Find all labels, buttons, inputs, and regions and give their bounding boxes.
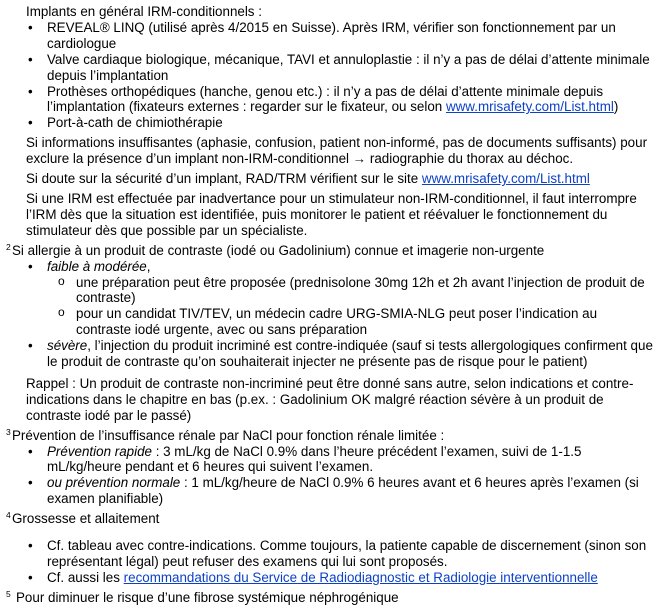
- list-item: • REVEAL® LINQ (utilisé après 4/2015 en Suisse). Après IRM, vérifier son fonctionnement par un cardiologue: [6, 20, 655, 52]
- mild-suffix: ,: [146, 258, 151, 274]
- pregnancy-heading: Grossesse et allaitement: [12, 511, 160, 527]
- implants-heading: Implants en général IRM-conditionnels :: [26, 4, 262, 19]
- sub-list-item: o pour un candidat TIV/TEV, un médecin cadre URG-SMIA-NLG peut poser l’indication au contraste iodé urgente, avec ou sans préparation: [6, 306, 655, 338]
- list-item: [6, 259, 655, 339]
- doubt-text: Si doute sur la sécurité d’un implant, RAD/TRM vérifient sur le site: [26, 171, 422, 187]
- allergy-section: [6, 243, 655, 259]
- pregnancy-section: [6, 511, 655, 527]
- list-item: [6, 338, 655, 370]
- doubt-paragraph: [6, 171, 655, 187]
- renal-section: [6, 428, 655, 444]
- list-item: • Port-à-cath de chimiothérapie: [6, 115, 655, 131]
- prothese-text: Prothèses orthopédiques (hanche, genou etc.) : il n’y a pas de délai d’attente minimale depuis l’implantation (fixateurs externes : regarder sur le fixateur, ou selon: [47, 83, 604, 115]
- normal-text: : 1 mL/kg/heure de NaCl 0.9% 6 heures avant et 6 heures après l’examen (si examen planifiable): [47, 475, 639, 507]
- list-item: [6, 475, 655, 507]
- reminder-paragraph: Rappel : Un produit de contraste non-incriminé peut être donné sans autre, selon indications et contre-indications dans le chapitre en bas (p.ex. : Gadolinium OK malgré réaction sévère à un produit de contraste iodé par le passé): [26, 375, 634, 423]
- list-item: • Valve cardiaque biologique, mécanique, TAVI et annuloplastie : il n’y a pas de délai d’attente minimale depuis l’implantation: [6, 52, 655, 84]
- insufficient-info-paragraph: Si informations insuffisantes (aphasie, confusion, patient non-informé, pas de documents suffisants) pour exclure la présence d’un implant non-IRM-conditionnel → radiographie du thorax au déchoc.: [26, 135, 648, 167]
- footnote-mark: 4: [6, 510, 11, 521]
- list-item: [6, 570, 655, 586]
- allergy-heading: Si allergie à un produit de contraste (iodé ou Gadolinium) connue et imagerie non-urgente: [12, 242, 545, 258]
- severe-text: , l’injection du produit incriminé est contre-indiquée (sauf si tests allergologiques confirment que le produit de contraste qu’on souhaiterait injecter ne présente pas de risque pour le patient): [47, 338, 653, 370]
- fibrosis-heading: Pour diminuer le risque d’une fibrose systémique néphrogénique: [16, 589, 399, 605]
- fibrosis-section: [6, 590, 655, 606]
- footnote-mark: 2: [6, 241, 11, 252]
- sub-list-item: o une préparation peut être proposée (prednisolone 30mg 12h et 2h avant l’injection de produit de contraste): [6, 275, 655, 307]
- list-item: [6, 444, 655, 476]
- normal-label: ou prévention normale: [47, 475, 181, 491]
- recommendations-prefix: Cf. aussi les: [47, 569, 124, 585]
- list-item: [6, 84, 655, 116]
- severe-label: sévère: [47, 338, 88, 354]
- allergy-list: [6, 259, 655, 370]
- implants-list: [6, 20, 655, 131]
- mild-label: faible à modérée: [47, 258, 147, 274]
- mrisafety-link[interactable]: www.mrisafety.com/List.html: [445, 99, 614, 115]
- renal-list: [6, 444, 655, 508]
- rapid-text: : 3 mL/kg de NaCl 0.9% dans l’heure précédent l’examen, suivi de 1-1.5 mL/kg/heure pendant et 6 heures qui suivent l’examen.: [47, 443, 582, 475]
- recommendations-link[interactable]: recommandations du Service de Radiodiagnostic et Radiologie interventionnelle: [123, 569, 598, 585]
- mild-sublist: [47, 275, 655, 339]
- mrisafety-site-link[interactable]: www.mrisafety.com/List.html: [421, 171, 590, 187]
- footnote-mark: 3: [6, 426, 11, 437]
- footnote-mark: 5: [6, 588, 11, 599]
- prothese-after: ): [613, 99, 619, 115]
- rapid-label: Prévention rapide: [47, 443, 152, 459]
- pregnancy-list: [6, 538, 655, 586]
- renal-heading: Prévention de l’insuffisance rénale par NaCl pour fonction rénale limitée :: [12, 427, 445, 443]
- inadvertent-paragraph: Si une IRM est effectuée par inadvertance pour un stimulateur non-IRM-conditionnel, il faut interrompre l’IRM dès que la situation est identifiée, puis monitorer le patient et réévaluer le fonctionnement du stimulateur dès que possible par un spécialiste.: [26, 190, 637, 238]
- implants-section: [6, 4, 655, 239]
- list-item: • Cf. tableau avec contre-indications. Comme toujours, la patiente capable de discernement (sinon son représentant légal) peut refuser des examens qui lui sont proposés.: [6, 538, 655, 570]
